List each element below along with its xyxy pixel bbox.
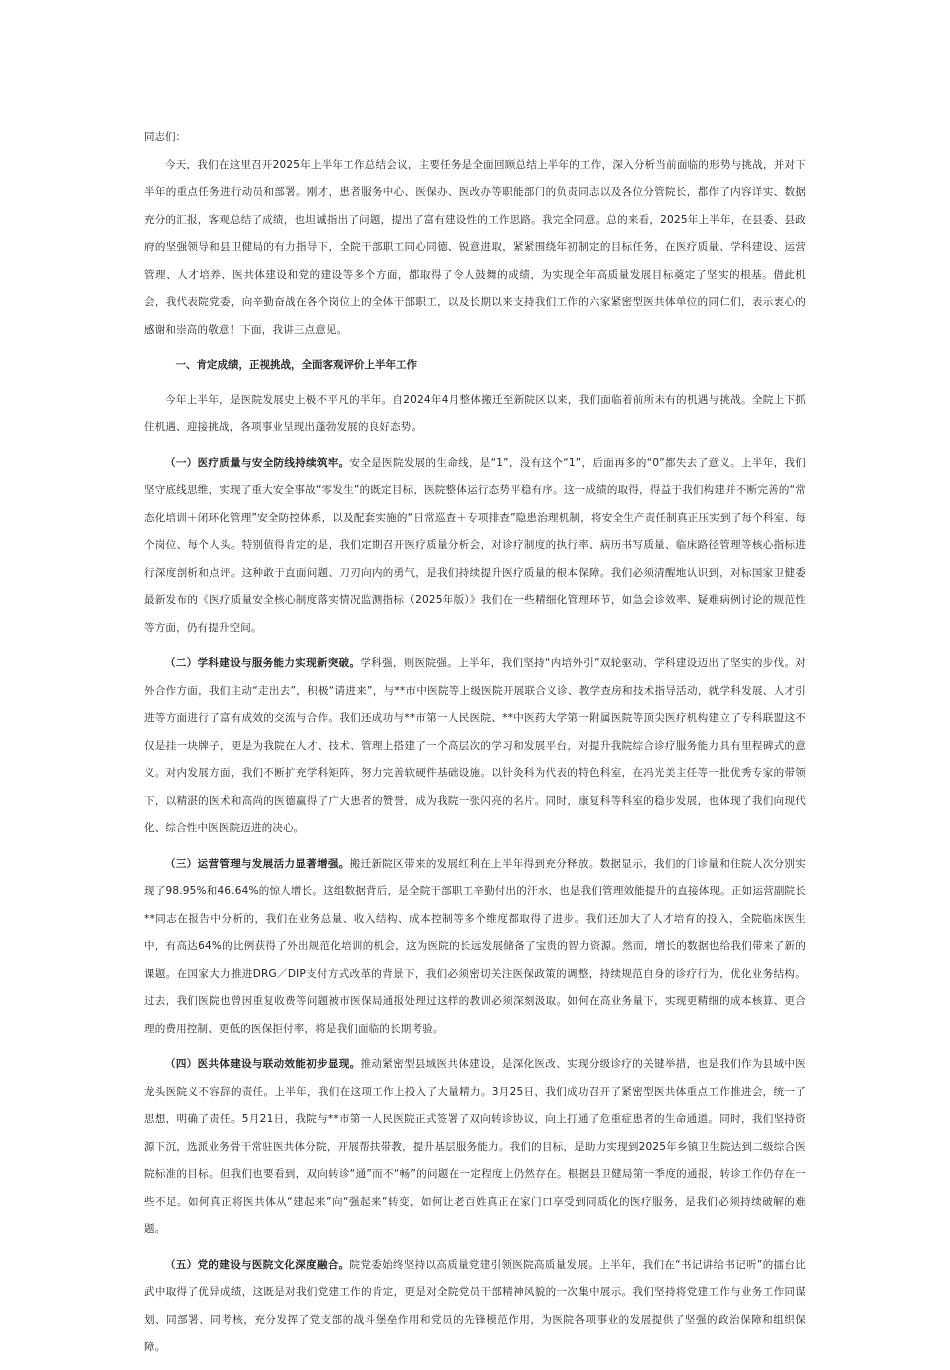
item-paragraph-2 [144, 650, 806, 843]
salutation: 同志们： [144, 131, 186, 143]
item-paragraph-4 [144, 1051, 806, 1244]
item-body: 搬迁新院区带来的发展红利在上半年得到充分释放。数据显示，我们的门诊量和住院人次分别实现了98.95%和46.64%的惊人增长。这组数据背后，是全院干部职工辛勤付出的汗水，也是我们管理效能提升的直接体现。正如运营副院长**同志在报告中分析的，我们在业务总量、收入结构、成本控制等多个维度都取得了进步。我们还加大了人才培育的投入，全院临床医生中，有高达64%的比例获得了外出规范化培训的机会，这为医院的长远发展储备了宝贵的智力资源。然而，增长的数据也给我们带来了新的课题。在国家大力推进DRG／DIP支付方式改革的背景下，我们必须密切关注医保政策的调整，持续规范自身的诊疗行为，优化业务结构。过去，我们医院也曾因重复收费等问题被市医保局通报处理过这样的教训必须深刻汲取。如何在高业务量下，实现更精细的成本核算、更合理的费用控制、更低的医保拒付率，将是我们面临的长期考验。 [144, 857, 806, 1035]
section-intro-paragraph: 今年上半年，是医院发展史上极不平凡的半年。自2024年4月整体搬迁至新院区以来，我们面临着前所未有的机遇与挑战。全院上下抓住机遇、迎接挑战，各项事业呈现出蓬勃发展的良好态势。 [144, 393, 806, 433]
intro-paragraph: 今天，我们在这里召开2025年上半年工作总结会议，主要任务是全面回顾总结上半年的工作，深入分析当前面临的形势与挑战，并对下半年的重点任务进行动员和部署。刚才，患者服务中心、医保办、医改办等职能部门的负责同志以及各位分管院长，都作了内容详实、数据充分的汇报，客观总结了成绩，也坦诚指出了问题，提出了富有建设性的工作思路。我完全同意。总的来看，2025年上半年，在县委、县政府的坚强领导和县卫健局的有力指导下，全院干部职工同心同德、锐意进取，紧紧围绕年初制定的目标任务，在医疗质量、学科建设、运营管理、人才培养、医共体建设和党的建设等多个方面，都取得了令人鼓舞的成绩，为实现全年高质量发展目标奠定了坚实的根基。借此机会，我代表院党委，向辛勤奋战在各个岗位上的全体干部职工，以及长期以来支持我们工作的六家紧密型医共体单位的同仁们，表示衷心的感谢和崇高的敬意！下面，我讲三点意见。 [144, 158, 806, 336]
item-body: 安全是医院发展的生命线，是“1”，没有这个“1”，后面再多的“0”都失去了意义。上半年，我们坚守底线思维，实现了重大安全事故“零发生”的既定目标，医院整体运行态势平稳有序。这一成绩的取得，得益于我们构建并不断完善的“常态化培训＋闭环化管理”安全防控体系，以及配套实施的“日常巡查＋专项排查”隐患治理机制，将安全生产责任制真正压实到了每个科室、每个岗位、每个人头。特别值得肯定的是，我们定期召开医疗质量分析会，对诊疗制度的执行率、病历书写质量、临床路径管理等核心指标进行深度剖析和点评。这种敢于直面问题、刀刃向内的勇气，是我们持续提升医疗质量的根本保障。我们必须清醒地认识到，对标国家卫健委最新发布的《医疗质量安全核心制度落实情况监测指标（2025年版）》我们在一些精细化管理环节，如急会诊效率、疑难病例讨论的规范性等方面，仍有提升空间。 [144, 456, 806, 634]
item-title: （三）运营管理与发展活力显著增强。 [165, 857, 350, 870]
item-body: 院党委始终坚持以高质量党建引领医院高质量发展。上半年，我们在“书记讲给书记听”的擂台比武中取得了优异成绩，这既是对我们党建工作的肯定，更是对全院党员干部精神风貌的一次集中展示。我们坚持将党建工作与业务工作同谋划、同部署、同考核，充分发挥了党支部的战斗堡垒作用和党员的先锋模范作用，为医院各项事业的发展提供了坚强的政治保障和组织保障。 [144, 1258, 806, 1353]
item-title: （二）学科建设与服务能力实现新突破。 [165, 657, 361, 669]
item-body: 学科强，则医院强。上半年，我们坚持“内培外引”双轮驱动，学科建设迈出了坚实的步伐。对外合作方面，我们主动“走出去”，积极“请进来”，与**市中医院等上级医院开展联合义诊、教学查房和技术指导活动，就学科发展、人才引进等方面进行了富有成效的交流与合作。我们还成功与**市第一人民医院、**中医药大学第一附属医院等顶尖医疗机构建立了专科联盟这不仅是挂一块牌子，更是为我院在人才、技术、管理上搭建了一个高层次的学习和发展平台，对提升我院综合诊疗服务能力具有里程碑式的意义。对内发展方面，我们不断扩充学科矩阵，努力完善软硬件基础设施。以针灸科为代表的特色科室，在冯光美主任等一批优秀专家的带领下，以精湛的医术和高尚的医德赢得了广大患者的赞誉，成为我院一张闪亮的名片。同时，康复科等科室的稳步发展，也体现了我们向现代化、综合性中医医院迈进的决心。 [144, 657, 806, 834]
document-page [144, 124, 806, 1370]
item-title: （一）医疗质量与安全防线持续筑牢。 [165, 456, 350, 469]
section-heading: 一、肯定成绩，正视挑战，全面客观评价上半年工作 [175, 359, 417, 371]
item-paragraph-1 [144, 450, 806, 643]
item-paragraph-5 [144, 1252, 806, 1362]
item-paragraph-3 [144, 851, 806, 1044]
item-body: 推动紧密型县域医共体建设，是深化医改、实现分级诊疗的关键举措，也是我们作为县域中医龙头医院义不容辞的责任。上半年，我们在这项工作上投入了大量精力。3月25日，我们成功召开了紧密型医共体重点工作推进会，统一了思想，明确了责任。5月21日，我院与**市第一人民医院正式签署了双向转诊协议，向上打通了危重症患者的生命通道。同时，我们坚持资源下沉，选派业务骨干常驻医共体分院，开展帮扶带教，提升基层服务能力。我们的目标，是助力实现到2025年乡镇卫生院达到二级综合医院标准的目标。但我们也要看到，双向转诊“通”而不“畅”的问题在一定程度上仍然存在。根据县卫健局第一季度的通报，转诊工作仍存在一些不足。如何真正将医共体从“建起来”向“强起来”转变，如何让老百姓真正在家门口享受到同质化的医疗服务，是我们必须持续破解的难题。 [144, 1058, 806, 1235]
item-title: （四）医共体建设与联动效能初步显现。 [165, 1058, 361, 1070]
item-title: （五）党的建设与医院文化深度融合。 [165, 1258, 350, 1271]
